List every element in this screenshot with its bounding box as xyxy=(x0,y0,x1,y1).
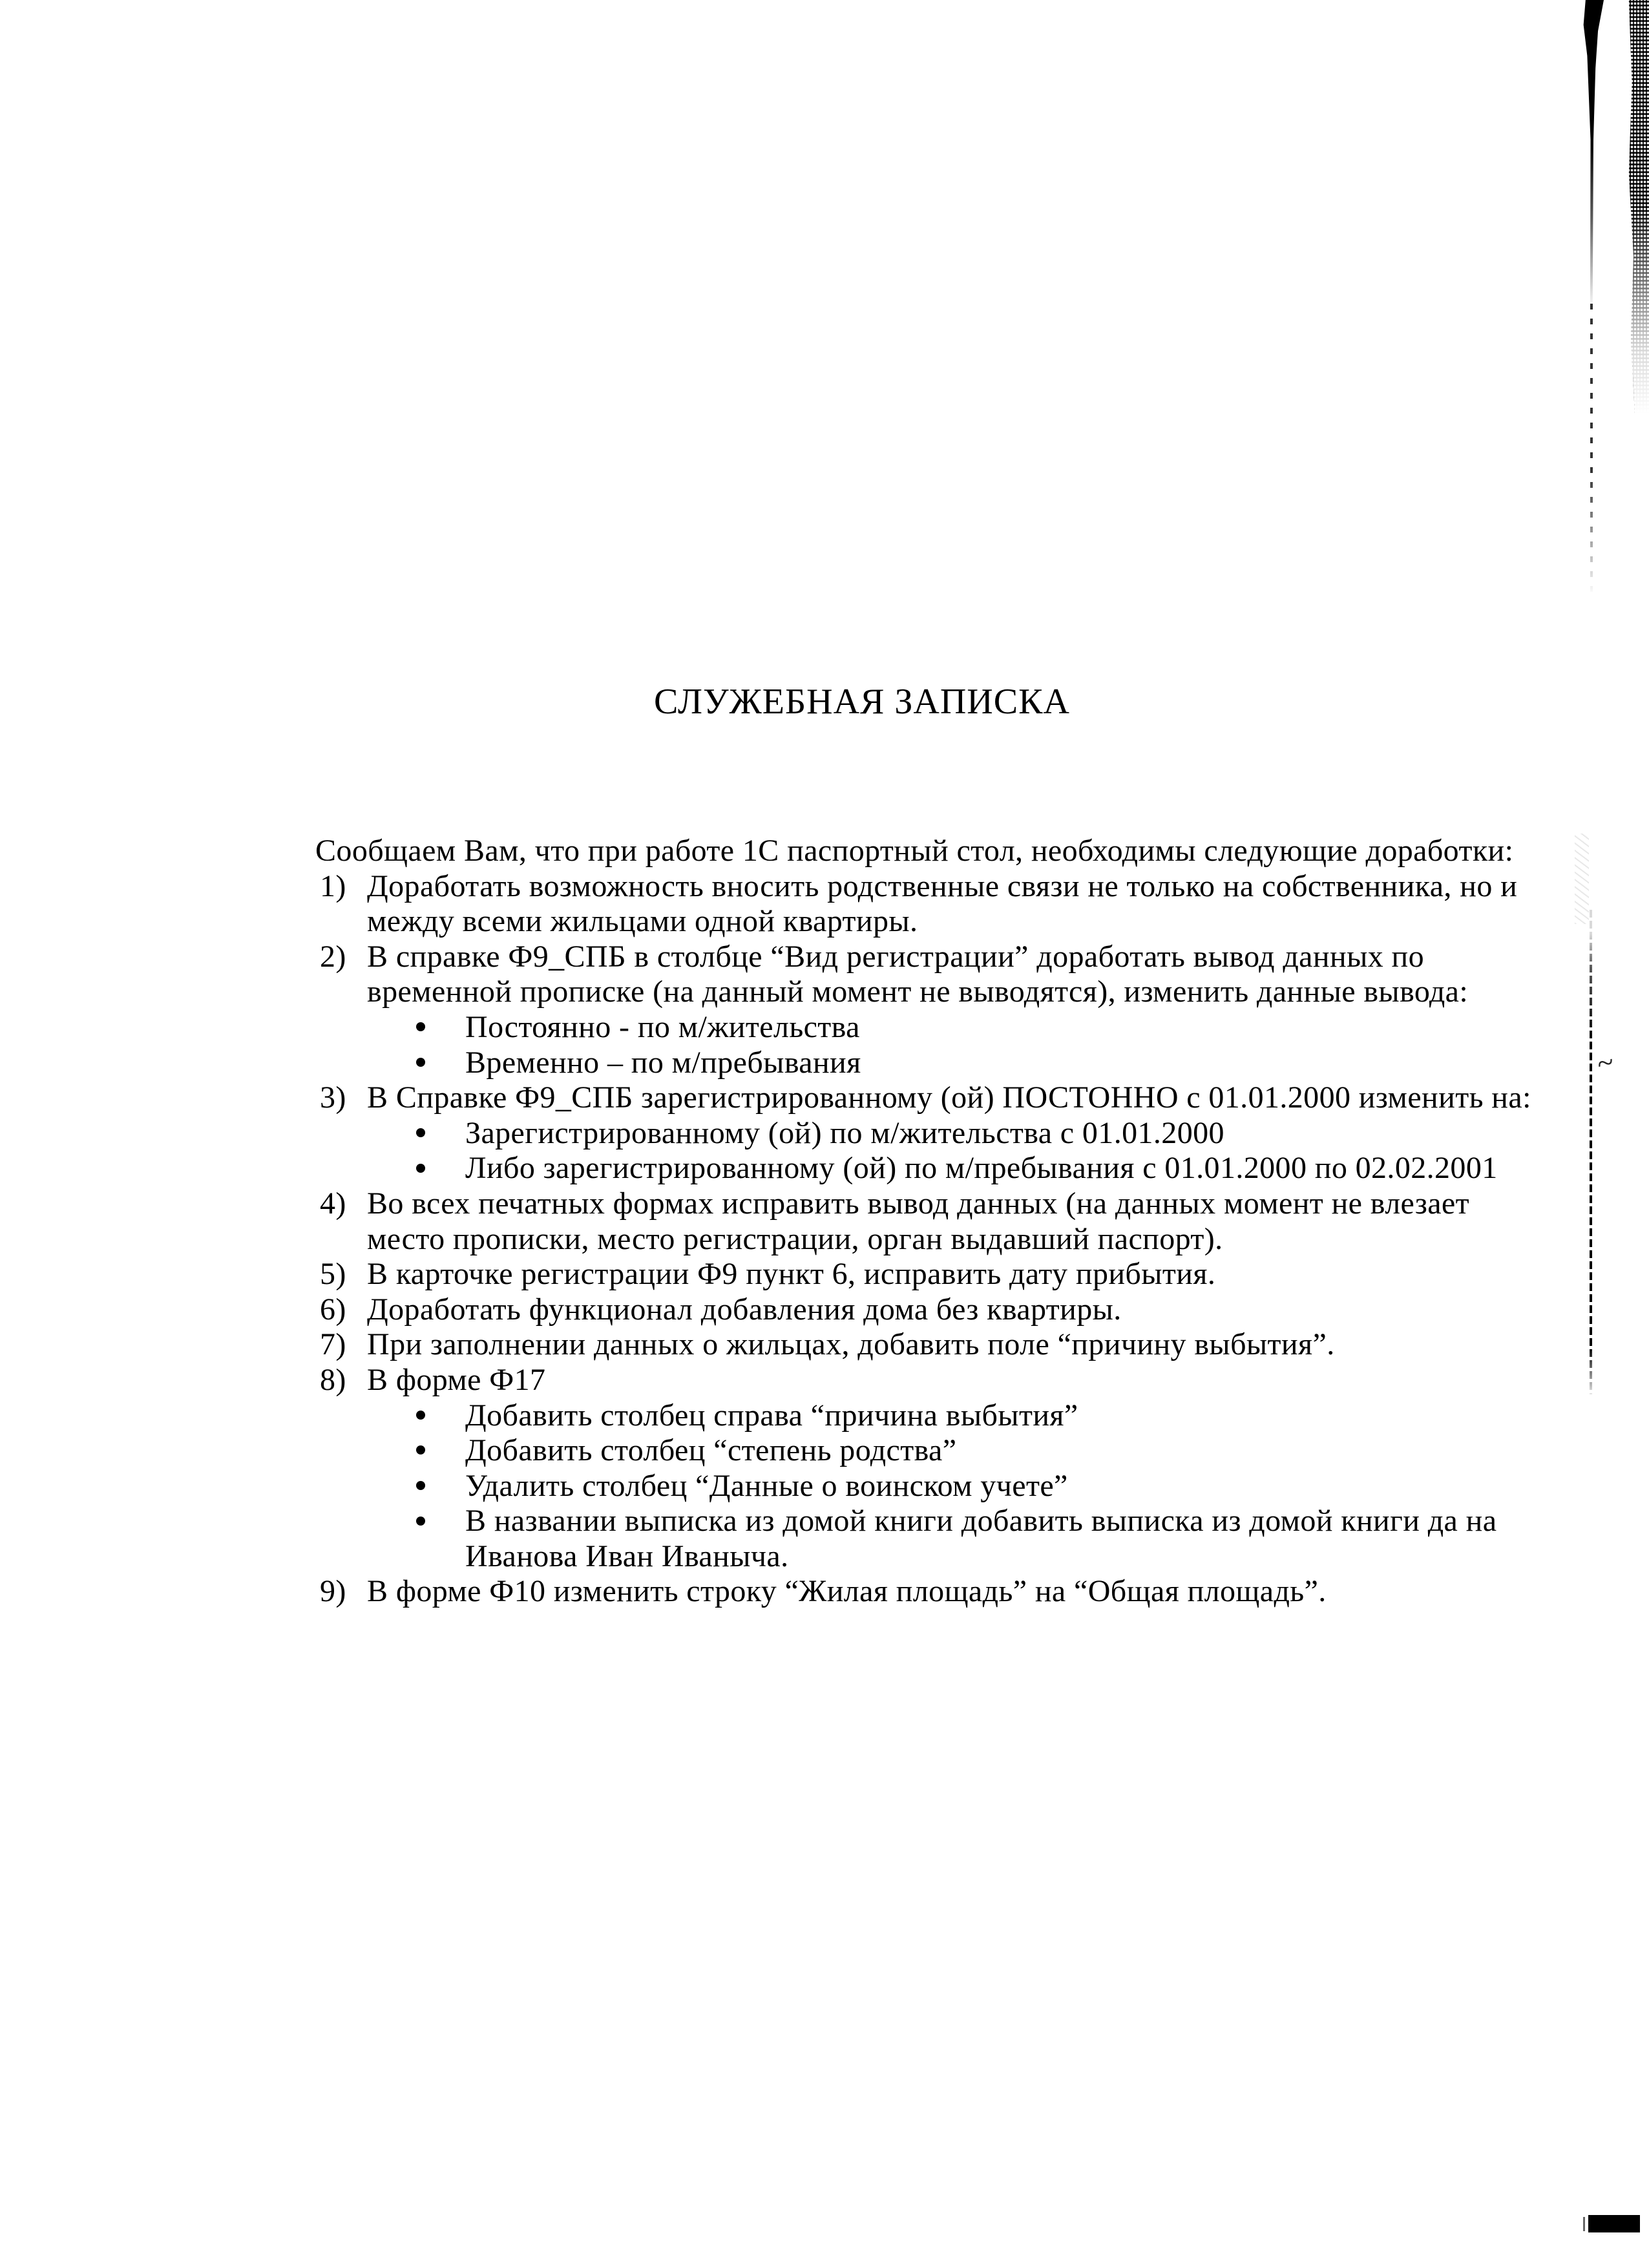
list-number: 4) xyxy=(320,1186,346,1221)
page-title: СЛУЖЕБНАЯ ЗАПИСКА xyxy=(654,682,1070,722)
bullet-icon xyxy=(416,1411,425,1420)
memo-line xyxy=(0,1363,1649,1398)
corner-black-block-artifact xyxy=(1588,2215,1640,2232)
memo-line xyxy=(0,869,1649,905)
memo-line xyxy=(0,1292,1649,1328)
scan-streak-artifact xyxy=(1583,0,1604,310)
memo-line xyxy=(0,1151,1649,1186)
scan-noise-artifact xyxy=(1575,834,1589,924)
memo-line-text: При заполнении данных о жильцах, добавить поле “причину выбытия”. xyxy=(367,1327,1335,1362)
memo-line xyxy=(0,1327,1649,1363)
bullet-icon xyxy=(416,1164,425,1173)
list-number: 1) xyxy=(320,868,346,903)
memo-line-text: Добавить столбец справа “причина выбытия” xyxy=(465,1398,1078,1433)
memo-line xyxy=(0,1574,1649,1610)
memo-line-text: Зарегистрированному (ой) по м/жительства с 01.01.2000 xyxy=(465,1115,1224,1150)
memo-line xyxy=(0,1257,1649,1292)
memo-line-text: Доработать функционал добавления дома без квартиры. xyxy=(367,1292,1122,1327)
memo-line-text: Удалить столбец “Данные о воинском учете” xyxy=(465,1468,1068,1503)
memo-line xyxy=(0,1080,1649,1116)
bullet-icon xyxy=(416,1481,425,1490)
bullet-icon xyxy=(416,1128,425,1137)
memo-line xyxy=(0,1539,1649,1575)
memo-line xyxy=(0,834,1649,869)
memo-line xyxy=(0,1222,1649,1257)
memo-line xyxy=(0,1504,1649,1539)
memo-line-text: временной прописке (на данный момент не выводятся), изменить данные вывода: xyxy=(367,974,1469,1009)
memo-line-text: место прописки, место регистрации, орган выдавший паспорт). xyxy=(367,1221,1223,1256)
memo-line xyxy=(0,904,1649,940)
fold-line-artifact xyxy=(1590,910,1592,1394)
memo-line-text: В форме Ф10 изменить строку “Жилая площадь” на “Общая площадь”. xyxy=(367,1574,1327,1609)
memo-line xyxy=(0,1469,1649,1504)
list-number: 2) xyxy=(320,939,346,974)
memo-line xyxy=(0,1045,1649,1081)
list-number: 5) xyxy=(320,1257,346,1292)
memo-line-text: Во всех печатных формах исправить вывод данных (на данных момент не влезает xyxy=(367,1186,1469,1221)
memo-line xyxy=(0,1116,1649,1151)
memo-line xyxy=(0,1398,1649,1434)
memo-line-text: В форме Ф17 xyxy=(367,1362,546,1397)
list-number: 8) xyxy=(320,1362,346,1397)
memo-body xyxy=(0,834,1649,1610)
memo-line-text: В карточке регистрации Ф9 пункт 6, исправить дату прибытия. xyxy=(367,1257,1216,1292)
memo-line xyxy=(0,1010,1649,1045)
memo-line-text: между всеми жильцами одной квартиры. xyxy=(367,904,918,939)
bullet-icon xyxy=(416,1058,425,1067)
memo-line xyxy=(0,1186,1649,1222)
corner-black-sliver-artifact xyxy=(1583,2217,1585,2231)
memo-line xyxy=(0,974,1649,1010)
memo-line-text: Иванова Иван Иваныча. xyxy=(465,1538,789,1573)
memo-line-text: В Справке Ф9_СПБ зарегистрированному (ой) ПОСТОННО с 01.01.2000 изменить на: xyxy=(367,1080,1531,1115)
scan-edge-speckle-artifact xyxy=(1623,0,1649,414)
list-number: 6) xyxy=(320,1292,346,1327)
list-number: 9) xyxy=(320,1574,346,1609)
stray-tilde-mark: ~ xyxy=(1593,1044,1617,1081)
bullet-icon xyxy=(416,1445,425,1454)
scan-streak-tail-artifact xyxy=(1590,304,1593,607)
memo-line-text: В названии выписка из домой книги добавить выписка из домой книги да на xyxy=(465,1504,1497,1538)
memo-line-text: Сообщаем Вам, что при работе 1С паспортный стол, необходимы следующие доработки: xyxy=(315,834,1514,868)
list-number: 3) xyxy=(320,1080,346,1115)
memo-line-text: В справке Ф9_СПБ в столбце “Вид регистрации” доработать вывод данных по xyxy=(367,939,1425,974)
memo-line-text: Постоянно - по м/жительства xyxy=(465,1009,860,1044)
memo-line xyxy=(0,940,1649,975)
list-number: 7) xyxy=(320,1327,346,1362)
bullet-icon xyxy=(416,1517,425,1526)
memo-line-text: Либо зарегистрированному (ой) по м/пребывания с 01.01.2000 по 02.02.2001 xyxy=(465,1151,1498,1186)
memo-line xyxy=(0,1433,1649,1469)
memo-line-text: Временно – по м/пребывания xyxy=(465,1045,861,1080)
memo-line-text: Доработать возможность вносить родственные связи не только на собственника, но и xyxy=(367,868,1518,903)
memo-line-text: Добавить столбец “степень родства” xyxy=(465,1433,957,1468)
bullet-icon xyxy=(416,1022,425,1031)
